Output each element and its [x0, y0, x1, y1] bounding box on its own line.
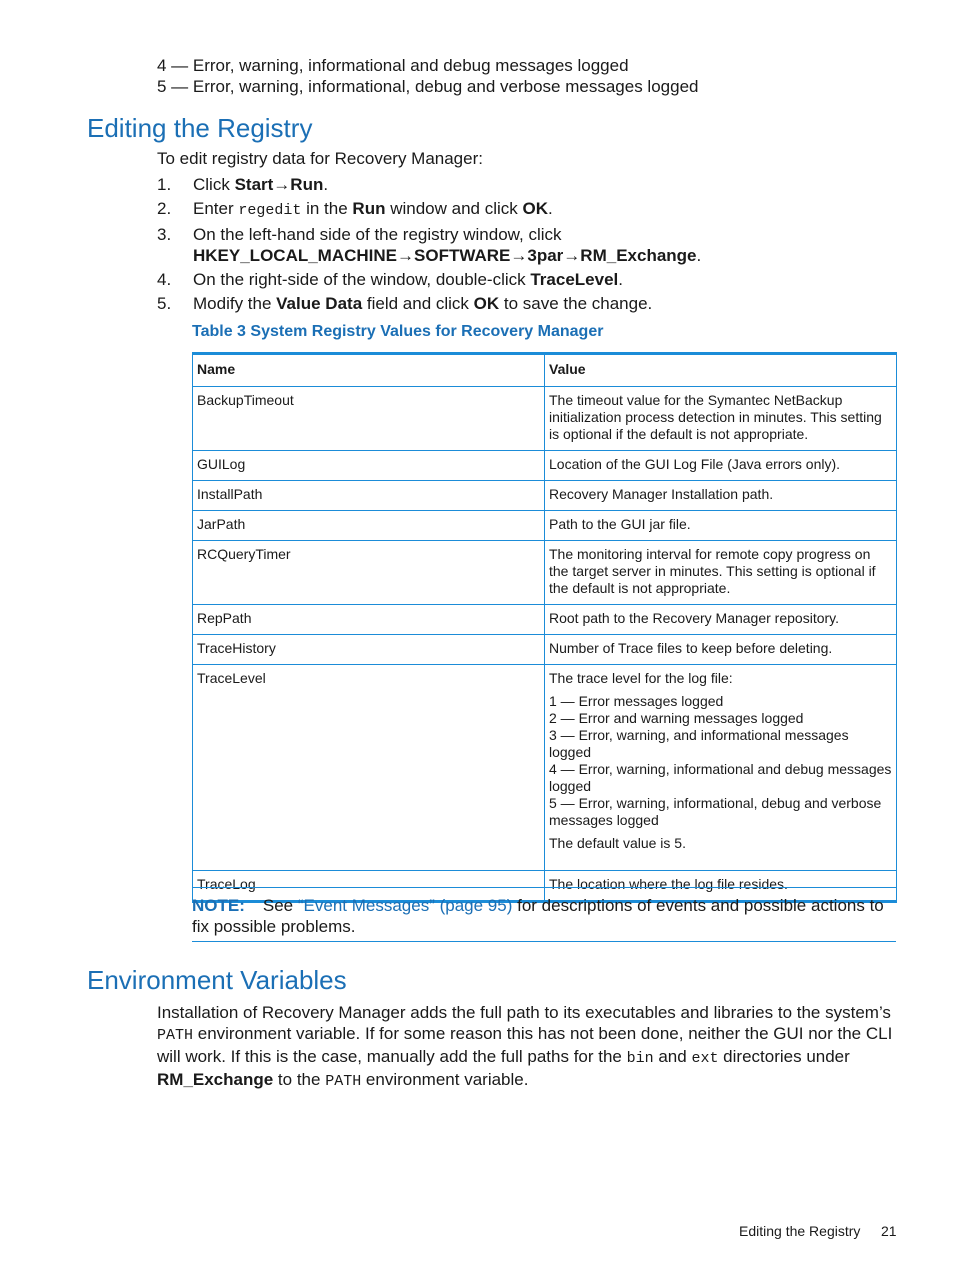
registry-name-cell: TraceLevel [193, 665, 545, 871]
bold-text: OK [473, 294, 500, 313]
registry-value-cell [545, 481, 897, 511]
step-number: 2. [157, 199, 172, 218]
step-item [157, 269, 897, 290]
text-run: directories under [718, 1047, 850, 1066]
code-text: PATH [325, 1073, 362, 1090]
registry-name-cell: InstallPath [193, 481, 545, 511]
bold-text: 3par [527, 246, 564, 265]
page-number: 21 [881, 1223, 897, 1239]
table-row [193, 387, 897, 451]
registry-name-cell: TraceHistory [193, 635, 545, 665]
text-run: in the [301, 199, 353, 218]
value-paragraph: The trace level for the log file: [549, 670, 733, 686]
text-run: to save the change. [499, 294, 653, 313]
footer-section-name: Editing the Registry [739, 1223, 861, 1239]
value-paragraph: Path to the GUI jar file. [549, 516, 691, 532]
bold-text: Start [234, 175, 274, 194]
text-run: → [273, 175, 291, 194]
text-run: → [510, 246, 528, 265]
note-post: for descriptions of events and possible actions to fix possible problems. [192, 896, 884, 936]
registry-table [192, 352, 897, 903]
text-run: window and click [385, 199, 523, 218]
value-paragraph: Location of the GUI Log File (Java errors only). [549, 456, 841, 472]
registry-table-wrap [192, 352, 897, 903]
code-text: bin [626, 1050, 654, 1067]
text-run: On the right-side of the window, double-click [193, 270, 531, 289]
registry-value-cell [545, 635, 897, 665]
value-paragraph: The timeout value for the Symantec NetBackup initialization process detection in minutes. This setting is optional if the default is not appropriate. [549, 392, 882, 442]
value-paragraph: Root path to the Recovery Manager repository. [549, 610, 840, 626]
step-number: 3. [157, 225, 172, 244]
top-list [157, 55, 698, 97]
bold-text: Value Data [276, 294, 363, 313]
text-run: On the left-hand side of the registry window, click [193, 225, 562, 244]
step-item [157, 198, 897, 221]
bold-text: TraceLevel [530, 270, 619, 289]
top-list-item: 5 — Error, warning, informational, debug and verbose messages logged [157, 77, 699, 96]
note-box [192, 887, 896, 942]
table-row [193, 541, 897, 605]
intro-text: To edit registry data for Recovery Manager: [157, 149, 483, 168]
text-run: . [618, 270, 623, 289]
text-run: → [397, 246, 415, 265]
table-header-value: Value [545, 354, 897, 387]
table-row [193, 635, 897, 665]
note-pre: See [262, 896, 298, 915]
text-run: Enter [193, 199, 239, 218]
bold-text: Run [290, 175, 324, 194]
registry-value-cell [545, 451, 897, 481]
table-row [193, 451, 897, 481]
section-heading-environment-variables: Environment Variables [87, 965, 347, 995]
text-run: Modify the [193, 294, 277, 313]
section-heading-editing-registry: Editing the Registry [87, 113, 313, 143]
bold-text: SOFTWARE [414, 246, 511, 265]
text-run: Click [193, 175, 235, 194]
table-row [193, 605, 897, 635]
text-run: to the [273, 1070, 326, 1089]
registry-value-cell [545, 511, 897, 541]
value-paragraph: Number of Trace files to keep before deleting. [549, 640, 833, 656]
table-caption: Table 3 System Registry Values for Recovery Manager [192, 323, 604, 340]
value-paragraph: The monitoring interval for remote copy progress on the target server in minutes. This setting is optional if the default is not appropriate. [549, 546, 876, 596]
section-intro [157, 148, 897, 169]
step-number: 4. [157, 270, 172, 289]
bold-text: HKEY_LOCAL_MACHINE [193, 246, 398, 265]
registry-value-cell [545, 541, 897, 605]
text-run: field and click [362, 294, 474, 313]
code-text: ext [691, 1050, 719, 1067]
text-run: Installation of Recovery Manager adds the full path to its executables and libraries to the system’s [157, 1003, 891, 1022]
registry-name-cell: RCQueryTimer [193, 541, 545, 605]
table-row [193, 481, 897, 511]
text-run: → [563, 246, 581, 265]
text-run: and [653, 1047, 692, 1066]
step-item [157, 174, 897, 195]
table-header-name: Name [193, 354, 545, 387]
steps-list [157, 174, 897, 314]
step-item [157, 293, 897, 314]
bold-text: OK [522, 199, 548, 218]
environment-paragraph [157, 1002, 898, 1092]
registry-value-cell [545, 605, 897, 635]
registry-name-cell: TraceLog [193, 871, 545, 902]
step-number: 5. [157, 294, 172, 313]
registry-name-cell: RepPath [193, 605, 545, 635]
code-text: regedit [238, 202, 302, 219]
value-paragraph: The location where the log file resides. [549, 876, 788, 892]
text-run: environment variable. If for some reason this has not been done, neither the GUI nor the CLI will work. If this is the case, manually add the full paths for the [157, 1024, 893, 1066]
registry-value-cell [545, 665, 897, 871]
registry-name-cell: BackupTimeout [193, 387, 545, 451]
table-row [193, 665, 897, 871]
value-paragraph: Recovery Manager Installation path. [549, 486, 774, 502]
note-label: NOTE: [192, 896, 245, 915]
step-number: 1. [157, 175, 172, 194]
top-list-item: 4 — Error, warning, informational and debug messages logged [157, 56, 629, 75]
table-header-row [193, 354, 897, 387]
note-link-event-messages[interactable]: “Event Messages” (page 95) [297, 896, 513, 915]
step-item [157, 224, 897, 266]
registry-name-cell: JarPath [193, 511, 545, 541]
bold-text: Run [352, 199, 386, 218]
code-text: PATH [157, 1027, 194, 1044]
bold-text: RM_Exchange [580, 246, 697, 265]
text-run: . [696, 246, 702, 265]
value-paragraph: The default value is 5. [549, 835, 686, 851]
text-run: . [547, 199, 553, 218]
registry-name-cell: GUILog [193, 451, 545, 481]
value-paragraph: 1 — Error messages logged 2 — Error and warning messages logged 3 — Error, warning, and informational messages logged 4 — Error, warning, informational and debug messages logged 5 — Error, warning, informational, debug and verbose messages logged [549, 693, 892, 828]
registry-value-cell [545, 387, 897, 451]
bold-text: RM_Exchange [157, 1070, 274, 1089]
text-run: environment variable. [361, 1070, 529, 1089]
text-run: . [323, 175, 329, 194]
table-row [193, 511, 897, 541]
